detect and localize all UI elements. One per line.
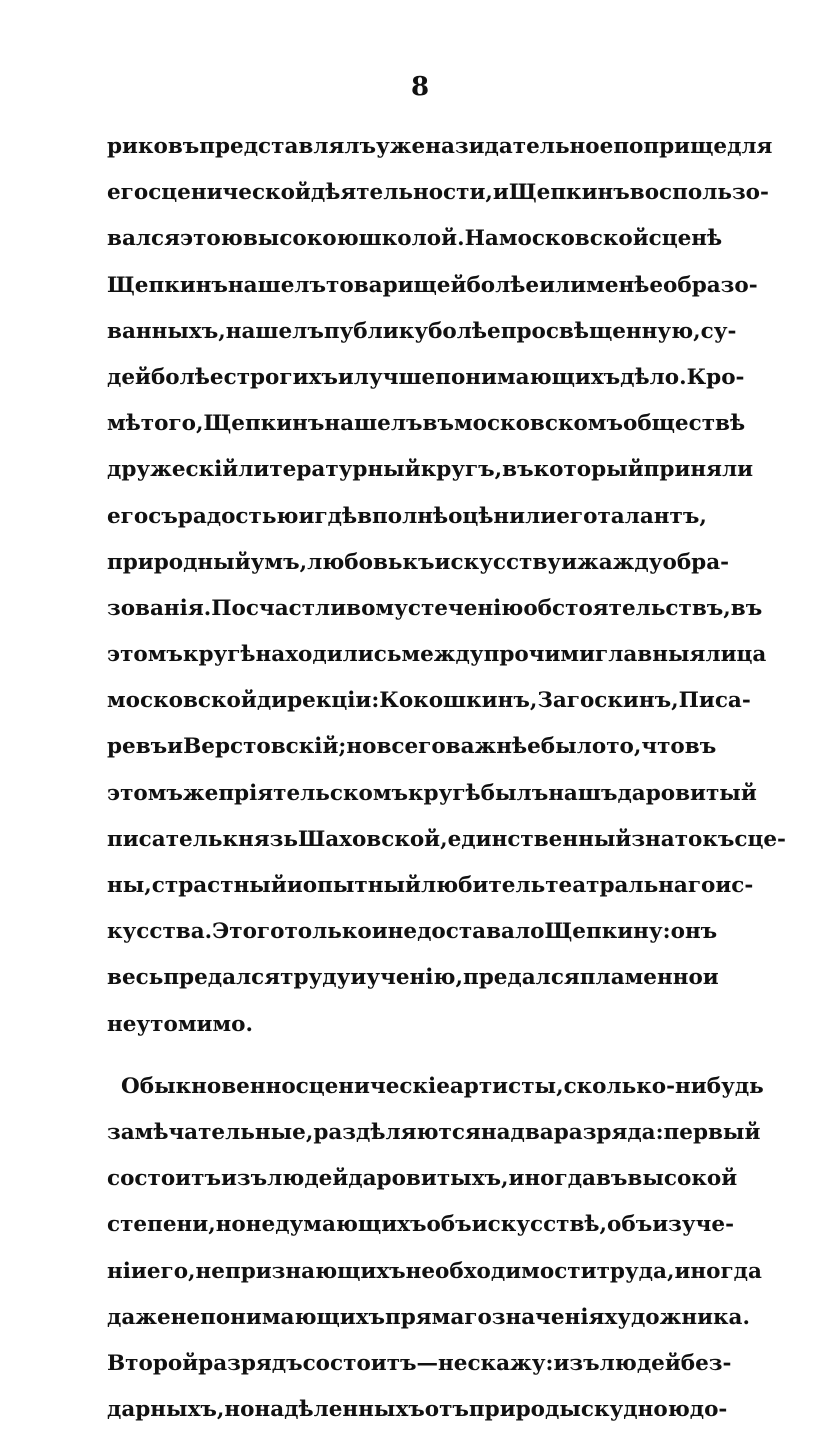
word: изъ: [220, 1166, 268, 1192]
text-line: [107, 309, 737, 355]
word: прямаго: [385, 1304, 492, 1330]
word: скажу:: [467, 1350, 554, 1376]
word: этомъ: [107, 642, 183, 668]
word: болѣе: [466, 272, 540, 298]
word: два: [510, 1119, 554, 1145]
word: мѣ: [107, 411, 141, 437]
word: этомъ: [107, 780, 183, 806]
word: дѣло.: [620, 364, 687, 390]
word: оцѣнили: [448, 503, 557, 529]
text-line: [107, 1249, 762, 1295]
word: театральнаго: [545, 873, 716, 898]
text-line: [107, 1110, 761, 1156]
word: единственный: [447, 826, 632, 852]
paragraph-1: [107, 124, 786, 1048]
word: не: [195, 1258, 225, 1284]
word: нашелъ: [225, 318, 324, 344]
word: уже: [376, 134, 426, 159]
body-text: [107, 124, 786, 1433]
word: сколько-нибудь: [563, 1073, 764, 1099]
word: не: [170, 1304, 201, 1330]
word: князь: [222, 826, 298, 852]
word: искусству: [434, 549, 562, 575]
word: думающихъ: [275, 1212, 427, 1238]
word: въ: [502, 457, 534, 483]
text-line: [107, 1002, 687, 1048]
word: Этого: [212, 919, 285, 945]
word: ис-: [715, 873, 754, 898]
word: ревъ: [107, 734, 168, 760]
word: только: [284, 919, 372, 945]
text-line: [107, 355, 745, 401]
text-line: [107, 1064, 764, 1110]
word: Писа-: [678, 688, 751, 714]
text-line: [107, 216, 723, 262]
word: и: [337, 364, 354, 390]
word: По: [211, 595, 246, 621]
text-line: [107, 817, 786, 863]
word: сценической: [148, 180, 311, 206]
word: артисты,: [449, 1073, 564, 1099]
word: радостью: [177, 503, 299, 529]
word: то,: [606, 734, 642, 760]
text-line: [107, 1202, 734, 1248]
word: людей: [267, 1166, 349, 1192]
word: образо-: [663, 272, 758, 298]
word: онъ: [670, 919, 718, 945]
text-line: [107, 1156, 738, 1202]
text-line: [107, 401, 746, 447]
word: ванныхъ,: [107, 318, 226, 344]
word: значенія: [491, 1304, 605, 1330]
word: лучше: [353, 364, 436, 390]
word: состоитъ—не: [302, 1350, 468, 1376]
word: воспользо-: [629, 180, 769, 206]
word: важнѣе: [445, 734, 541, 760]
word: разрядъ: [198, 1350, 303, 1376]
word: всего: [376, 734, 446, 760]
text-line: [107, 1295, 750, 1341]
word: пріятельскомъ: [218, 780, 409, 806]
word: Второй: [107, 1350, 199, 1376]
word: скудною: [580, 1397, 690, 1423]
word: дружескій: [107, 457, 239, 483]
word: кругъ,: [420, 457, 503, 483]
word: приняли: [643, 457, 754, 483]
text-line: [107, 1341, 732, 1387]
text-line: [107, 1387, 728, 1433]
word: въ: [684, 734, 717, 760]
text-line: [107, 447, 754, 493]
word: болѣе: [150, 364, 224, 390]
word: изъ: [553, 1350, 600, 1376]
word: и: [350, 965, 367, 991]
word: умъ,: [250, 549, 308, 575]
word: жажду: [577, 549, 663, 575]
word: любовь: [307, 549, 403, 575]
word: главныя: [595, 642, 706, 668]
word: Щепкинъ: [508, 180, 630, 206]
word: кусства.: [107, 919, 213, 945]
word: гдѣ: [314, 503, 358, 529]
word: доставало: [417, 919, 545, 945]
word: былъ: [480, 780, 549, 806]
word: предался: [462, 965, 580, 991]
word: ученію,: [366, 965, 463, 991]
word: весь: [107, 965, 164, 991]
word: пламенно: [579, 965, 703, 991]
word: назидательное: [425, 134, 614, 159]
word: писатель: [107, 826, 223, 852]
word: состоитъ: [107, 1166, 221, 1192]
word: вполнѣ: [357, 503, 449, 529]
word: обществѣ: [622, 411, 746, 437]
word: просвѣщенную,: [500, 318, 701, 344]
word: знатокъ: [631, 826, 735, 852]
word: На: [464, 226, 499, 252]
word: дарныхъ,: [107, 1397, 225, 1423]
word: же: [182, 780, 219, 806]
word: но: [224, 1397, 255, 1423]
word: дей: [107, 364, 151, 390]
word: его: [107, 503, 149, 529]
word: высокой: [627, 1166, 738, 1192]
word: московской: [498, 226, 649, 252]
word: нашелъ: [227, 272, 327, 298]
text-line: [107, 170, 769, 216]
word: представлялъ: [199, 134, 377, 159]
word: природы: [468, 1397, 581, 1423]
word: товарищей: [326, 272, 467, 298]
word: московской: [107, 688, 257, 714]
word: без-: [680, 1350, 732, 1376]
word: труду: [280, 965, 351, 991]
word: дирекціи:: [256, 688, 380, 714]
word: понимающихъ: [200, 1304, 386, 1330]
word: труда,: [596, 1258, 675, 1284]
word: который: [533, 457, 644, 483]
word: надѣленныхъ: [254, 1397, 425, 1423]
word: обра-: [662, 549, 730, 575]
word: нашелъ: [324, 411, 423, 437]
word: Шаховской,: [297, 826, 448, 852]
word: опытный: [302, 873, 421, 898]
text-line: [107, 863, 754, 909]
word: стеченію: [407, 595, 524, 621]
text-line: [107, 771, 757, 817]
word: и: [298, 503, 315, 529]
word: сценѣ: [648, 226, 723, 252]
text-line: [107, 540, 730, 586]
word: не: [245, 1212, 276, 1238]
word: счастливому: [245, 595, 408, 621]
word: но: [215, 1212, 246, 1238]
word: ніи: [107, 1258, 147, 1284]
word: признающихъ: [224, 1258, 406, 1284]
word: и: [167, 734, 184, 760]
word: и: [286, 873, 303, 898]
word: Верстовскій;: [183, 734, 347, 760]
text-line: [107, 955, 719, 1001]
page-number: 8: [410, 72, 430, 102]
word: школой.: [358, 226, 465, 252]
word: лица: [705, 642, 767, 668]
word: и: [561, 549, 578, 575]
text-line: [107, 678, 751, 724]
word: публику: [323, 318, 429, 344]
word: обстоятельствъ,: [523, 595, 731, 621]
word: въ: [595, 1166, 628, 1192]
word: въ: [730, 595, 763, 621]
word: природный: [107, 549, 251, 575]
word: отъ: [424, 1397, 469, 1423]
word: вался: [107, 226, 181, 252]
text-line: [107, 909, 718, 955]
word: находились: [255, 642, 402, 668]
word: людей: [599, 1350, 681, 1376]
word: Щепкинъ: [107, 272, 228, 298]
word: но: [346, 734, 377, 760]
word: раздѣляются: [313, 1119, 481, 1145]
word: или: [539, 272, 587, 298]
word: необходимости: [405, 1258, 597, 1284]
word: московскомъ: [453, 411, 623, 437]
text-line: [107, 263, 758, 309]
word: объ: [426, 1212, 472, 1238]
text-line: [107, 724, 717, 770]
word: литературный: [238, 457, 421, 483]
word: риковъ: [107, 134, 200, 159]
text-line: [107, 494, 707, 540]
word: Кро-: [686, 364, 745, 390]
word: талантъ,: [597, 503, 707, 529]
word: строгихъ: [223, 364, 338, 390]
word: и: [492, 180, 509, 206]
word: для: [727, 134, 773, 159]
word: искусствѣ,: [471, 1212, 608, 1238]
paragraph-2: [107, 1064, 764, 1433]
word: и: [371, 919, 388, 945]
word: на: [480, 1119, 511, 1145]
word: высокою: [242, 226, 359, 252]
word: Щепкинъ: [203, 411, 325, 437]
word: художника.: [604, 1304, 750, 1330]
word: было: [540, 734, 607, 760]
word: между: [401, 642, 484, 668]
word: кругѣ: [182, 642, 256, 668]
word: любитель: [420, 873, 546, 898]
word: разряда:: [553, 1119, 664, 1145]
word: предался: [163, 965, 281, 991]
word: сценическіе: [295, 1073, 450, 1099]
word: Кокошкинъ,: [379, 688, 538, 714]
word: зованія.: [107, 595, 212, 621]
word: замѣчательные,: [107, 1119, 314, 1145]
paragraph-gap: [107, 1048, 687, 1064]
word: кругѣ: [408, 780, 481, 806]
word: съ: [148, 503, 178, 529]
word: су-: [700, 318, 737, 344]
word: его: [556, 503, 598, 529]
word: иногда: [674, 1258, 762, 1284]
word: его: [107, 180, 149, 206]
word: первый: [663, 1119, 761, 1145]
word: даровитыхъ,: [348, 1166, 509, 1192]
word: и: [702, 965, 719, 991]
word: къ: [402, 549, 435, 575]
word: того,: [140, 411, 204, 437]
word: въ: [422, 411, 454, 437]
word: даровитый: [617, 780, 757, 806]
text-line: [107, 586, 763, 632]
word: изуче-: [652, 1212, 734, 1238]
word: Загоскинъ,: [537, 688, 679, 714]
word: его,: [146, 1258, 196, 1284]
word: прочими: [483, 642, 596, 668]
word: понимающихъ: [435, 364, 621, 390]
word: объ: [607, 1212, 653, 1238]
word: Обыкновенно: [121, 1073, 296, 1099]
word: ны,: [107, 873, 152, 898]
word: иногда: [508, 1166, 596, 1192]
word: страстный: [151, 873, 287, 898]
word: дѣятельности,: [310, 180, 493, 206]
word: этою: [180, 226, 243, 252]
word: даже: [107, 1304, 171, 1330]
word: поприще: [613, 134, 728, 159]
text-line: [107, 124, 773, 170]
word: Щепкину:: [544, 919, 671, 945]
word: степени,: [107, 1212, 216, 1238]
word: сце-: [734, 826, 786, 852]
word: до-: [689, 1397, 728, 1423]
word: менѣе: [586, 272, 664, 298]
word: не: [387, 919, 418, 945]
text-line: [107, 632, 767, 678]
word: болѣе: [428, 318, 501, 344]
word: нашъ: [548, 780, 618, 806]
word: неутомимо.: [107, 1011, 253, 1037]
word: что: [641, 734, 685, 760]
